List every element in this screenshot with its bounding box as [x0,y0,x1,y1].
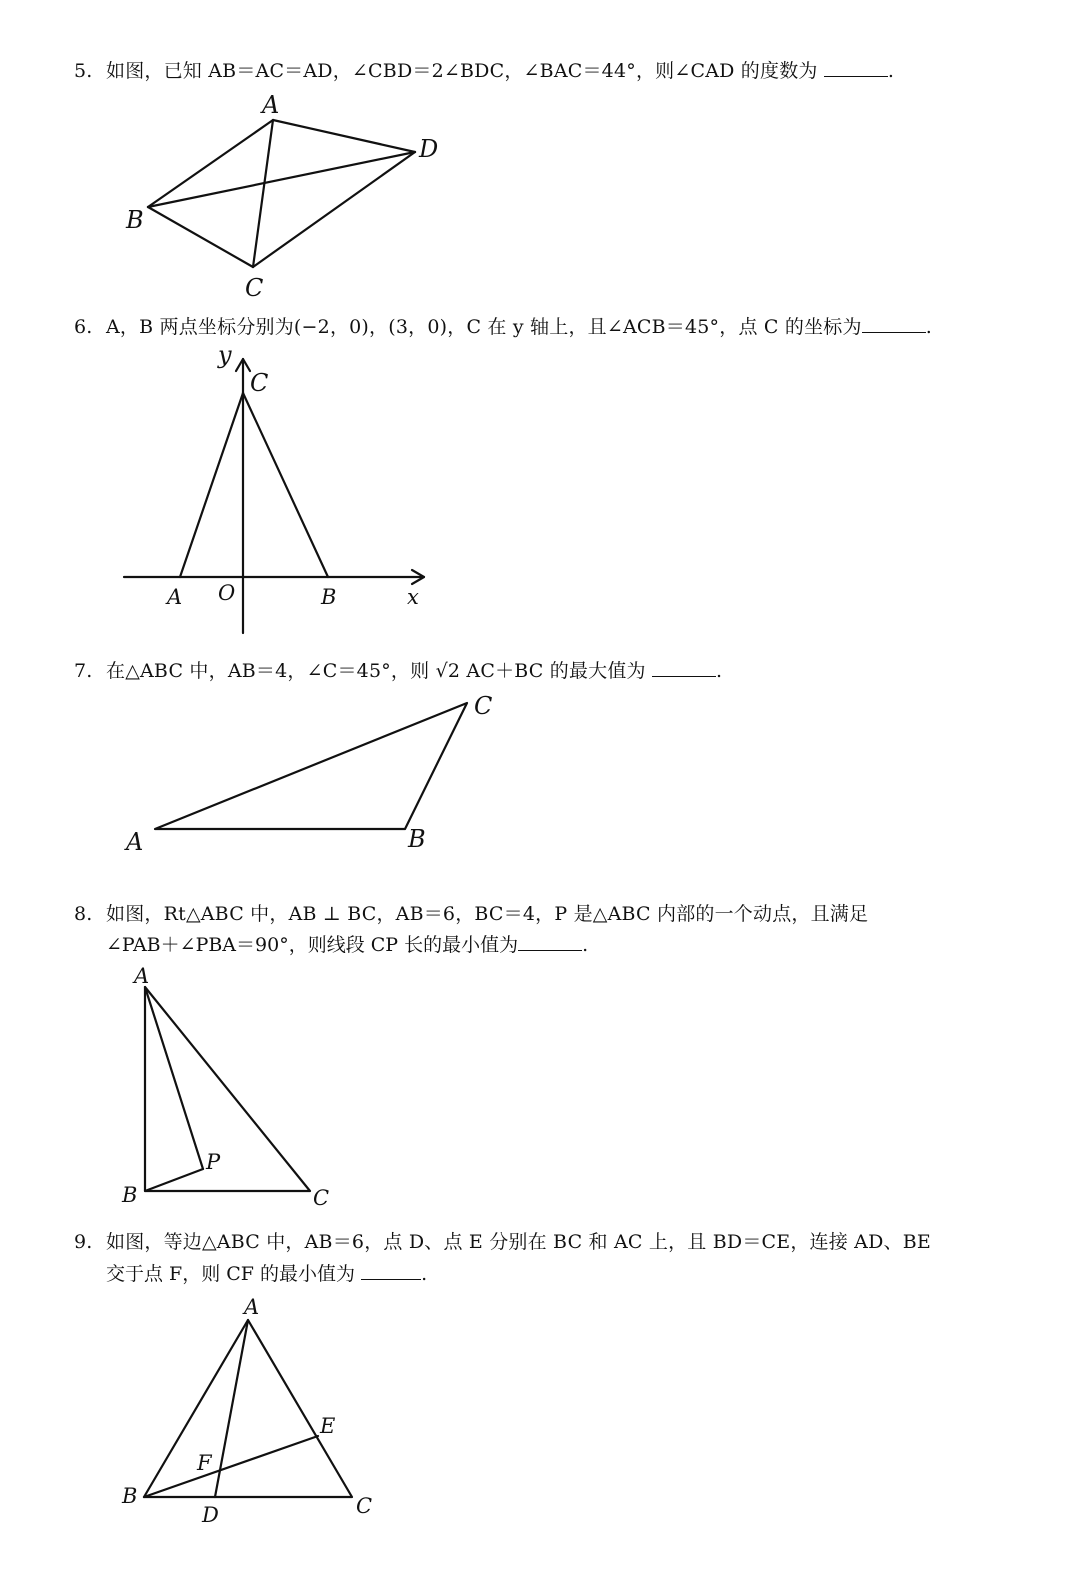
label-y: y [218,341,232,369]
label-c: C [313,1186,330,1210]
problem-number: 8. [74,903,93,925]
problem-statement: 如图，Rt△ABC 中，AB ⊥ BC，AB＝6，BC＝4，P 是△ABC 内部的一个动点，且满足 [106,903,869,925]
label-p: P [206,1150,221,1174]
label-c: C [356,1494,373,1518]
problem-number: 6. [74,316,93,338]
problem-statement: A，B 两点坐标分别为(−2，0)，(3，0)，C 在 y 轴上，且∠ACB＝45°，点 C 的坐标为 [106,316,862,338]
label-a: A [244,1295,260,1319]
label-a: A [167,585,183,609]
label-b: B [321,585,337,609]
label-b: B [126,206,144,234]
label-o: O [218,581,236,605]
label-x: x [407,585,419,609]
problem-statement: 在△ABC 中，AB＝4，∠C＝45°，则 √2 AC＋BC 的最大值为 [106,660,646,682]
label-d: D [419,135,439,163]
period: . [887,60,895,82]
label-d: D [202,1503,219,1527]
period: . [421,1263,428,1285]
period: . [582,934,589,956]
problem-number: 9. [74,1231,93,1253]
label-b: B [122,1183,138,1207]
label-b: B [122,1484,138,1508]
triangle-abc [144,1320,352,1497]
label-c: C [245,274,264,302]
period: . [925,316,932,338]
problem-statement: 如图，已知 AB＝AC＝AD，∠CBD＝2∠BDC，∠BAC＝44°，则∠CAD 的度数为 [106,60,818,82]
problem-statement-continued: 交于点 F，则 CF 的最小值为 [106,1263,356,1285]
label-a: A [134,964,150,988]
label-a: A [262,91,280,119]
label-b: B [408,825,426,853]
problem-statement-continued: ∠PAB＋∠PBA＝90°，则线段 CP 长的最小值为 [106,934,519,956]
problem-number: 5. [74,60,93,82]
label-a: A [126,828,144,856]
label-c: C [474,692,493,720]
problem-number: 7. [74,660,93,682]
label-c: C [250,369,269,397]
problem-statement: 如图，等边△ABC 中，AB＝6，点 D、点 E 分别在 BC 和 AC 上，且 BD＝CE，连接 AD、BE [106,1231,931,1253]
label-e: E [320,1414,336,1438]
period: . [716,660,723,682]
label-f: F [197,1451,212,1475]
segment-be [144,1436,318,1497]
